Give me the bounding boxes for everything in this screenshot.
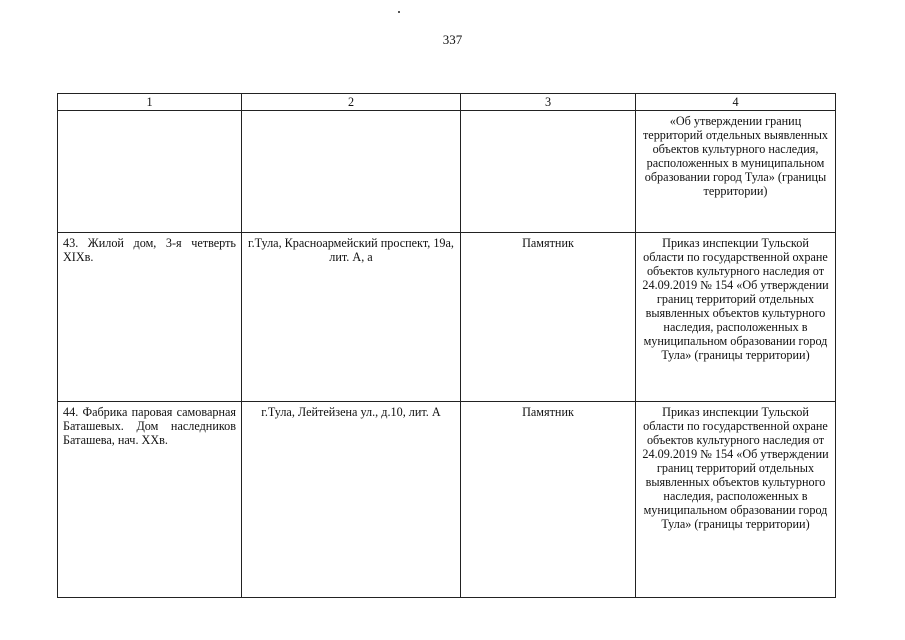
table-row (58, 233, 836, 402)
table-row (58, 402, 836, 598)
category-cell: Памятник (461, 402, 636, 598)
document-cell: Приказ инспекции Тульской области по государственной охране объектов культурного наследия от 24.09.2019 № 154 «Об утверждении границ территорий отдельных выявленных объектов культурного наследия, расположенных в муниципальном образовании город Тула» (границы территории) (636, 233, 836, 402)
category-cell: Памятник (461, 233, 636, 402)
object-name-cell: 44. Фабрика паровая самоварная Баташевых. Дом наследников Баташева, нач. XXв. (58, 402, 242, 598)
column-header-3: 3 (461, 94, 636, 111)
column-header-2: 2 (242, 94, 461, 111)
object-name-cell (58, 111, 242, 233)
document-cell: «Об утверждении границ территорий отдельных выявленных объектов культурного наследия, расположенных в муниципальном образовании город Тула» (границы территории) (636, 111, 836, 233)
category-cell (461, 111, 636, 233)
address-cell (242, 111, 461, 233)
address-cell: г.Тула, Красноармейский проспект, 19а, лит. А, а (242, 233, 461, 402)
heritage-registry-table (57, 93, 836, 598)
document-cell: Приказ инспекции Тульской области по государственной охране объектов культурного наследия от 24.09.2019 № 154 «Об утверждении границ территорий отдельных выявленных объектов культурного наследия, расположенных в муниципальном образовании город Тула» (границы территории) (636, 402, 836, 598)
page-number: 337 (442, 32, 463, 47)
scan-speck (398, 11, 400, 13)
column-header-1: 1 (58, 94, 242, 111)
column-header-4: 4 (636, 94, 836, 111)
object-name-cell: 43. Жилой дом, 3-я четверть XIXв. (58, 233, 242, 402)
header-row (58, 94, 836, 111)
table-row (58, 111, 836, 233)
address-cell: г.Тула, Лейтейзена ул., д.10, лит. А (242, 402, 461, 598)
